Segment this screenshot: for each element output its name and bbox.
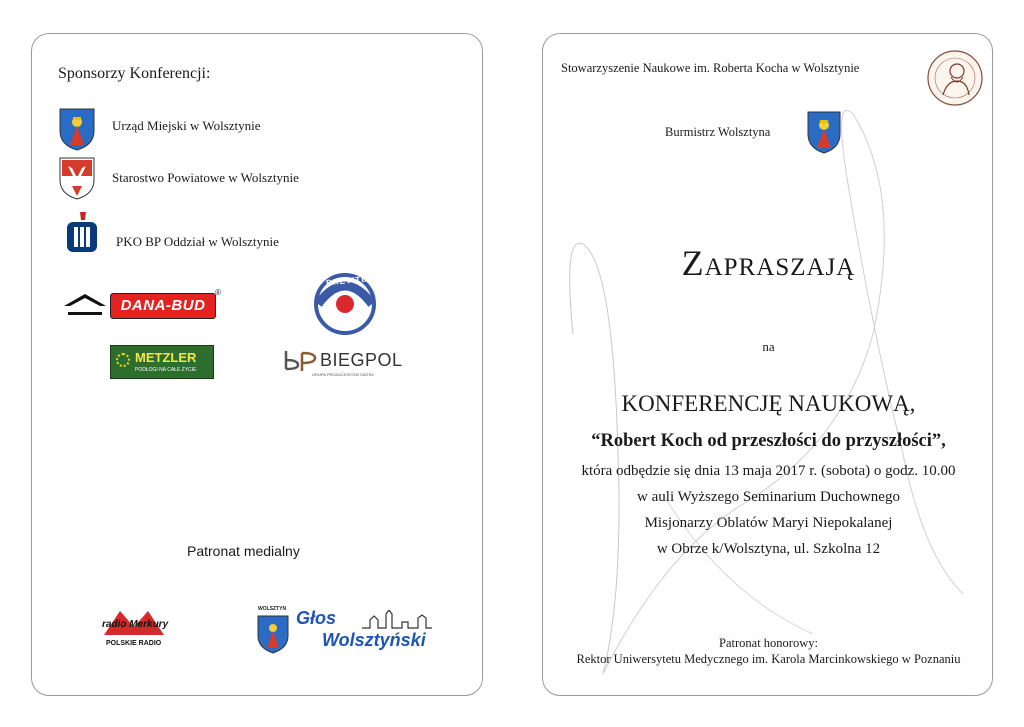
registered-mark: ® [215,288,221,297]
wolsztyn-coat-of-arms-icon [58,107,96,151]
town-skyline-icon [362,610,432,630]
dana-bud-logo [110,293,216,319]
detail-line: w Obrze k/Wolsztyna, ul. Szkolna 12 [656,541,881,557]
breviter-logo-text: BREVITER [325,273,375,288]
honorary-label: Patronat honorowy: [719,636,818,650]
radio-merkury-logo [100,607,168,651]
radio-sub-text: POLSKIE RADIO [106,640,162,647]
media-heading: Patronat medialny [187,543,300,559]
pko-bp-logo-icon [64,210,100,258]
radio-brand-text: radio Merkury [102,619,169,630]
metzler-tagline: PODŁOGI NA CAŁE ŻYCIE [135,367,197,373]
gear-icon [116,353,130,367]
sponsor-name: PKO BP Oddział w Wolsztynie [116,234,279,249]
sponsor-name: Urząd Miejski w Wolsztynie [112,118,261,133]
glos-top-text: WOLSZTYN [258,606,287,612]
robert-koch-medallion-icon [925,49,985,107]
sponsors-heading: Sponsorzy Konferencji: [58,65,211,82]
wolsztyn-coat-of-arms-icon [806,110,842,154]
county-coat-of-arms-icon [58,156,96,200]
sponsors-panel [31,33,483,696]
honorary-name: Rektor Uniwersytetu Medycznego im. Karola Marcinkowskiego w Poznaniu [576,652,961,666]
glos-line1-text: Głos [296,608,337,628]
conference-subtitle: “Robert Koch od przeszłości do przyszłości”, [591,431,946,451]
detail-line: Misjonarzy Oblatów Maryi Niepokalanej [644,515,893,531]
invitation-panel [542,33,993,696]
biegpol-tagline: GRUPA PRODUCENTÓW SIATEK [312,372,375,377]
biegpol-mark-icon [284,349,318,373]
metzler-logo-text: METZLER [135,350,197,365]
glos-line2-text: Wolsztyński [322,630,426,650]
biegpol-logo-text: BIEGPOL [320,350,403,370]
conference-title: KONFERENCJĘ NAUKOWĄ, [621,391,916,416]
detail-line: w auli Wyższego Seminarium Duchownego [637,489,900,505]
co-organizer-name: Burmistrz Wolsztyna [665,125,771,139]
dana-bud-logo-text: DANA-BUD [120,297,206,314]
metzler-logo [110,345,214,379]
detail-line: która odbędzie się dnia 13 maja 2017 r. (sobota) o godz. 10.00 [581,463,956,479]
sponsor-name: Starostwo Powiatowe w Wolsztynie [112,170,299,185]
organizer-name: Stowarzyszenie Naukowe im. Roberta Kocha w Wolsztynie [561,61,860,75]
house-roof-icon [62,292,108,316]
invite-heading: Zapraszają [681,243,856,283]
wolsztyn-coat-of-arms-icon [256,614,290,654]
na-text: na [762,339,775,354]
